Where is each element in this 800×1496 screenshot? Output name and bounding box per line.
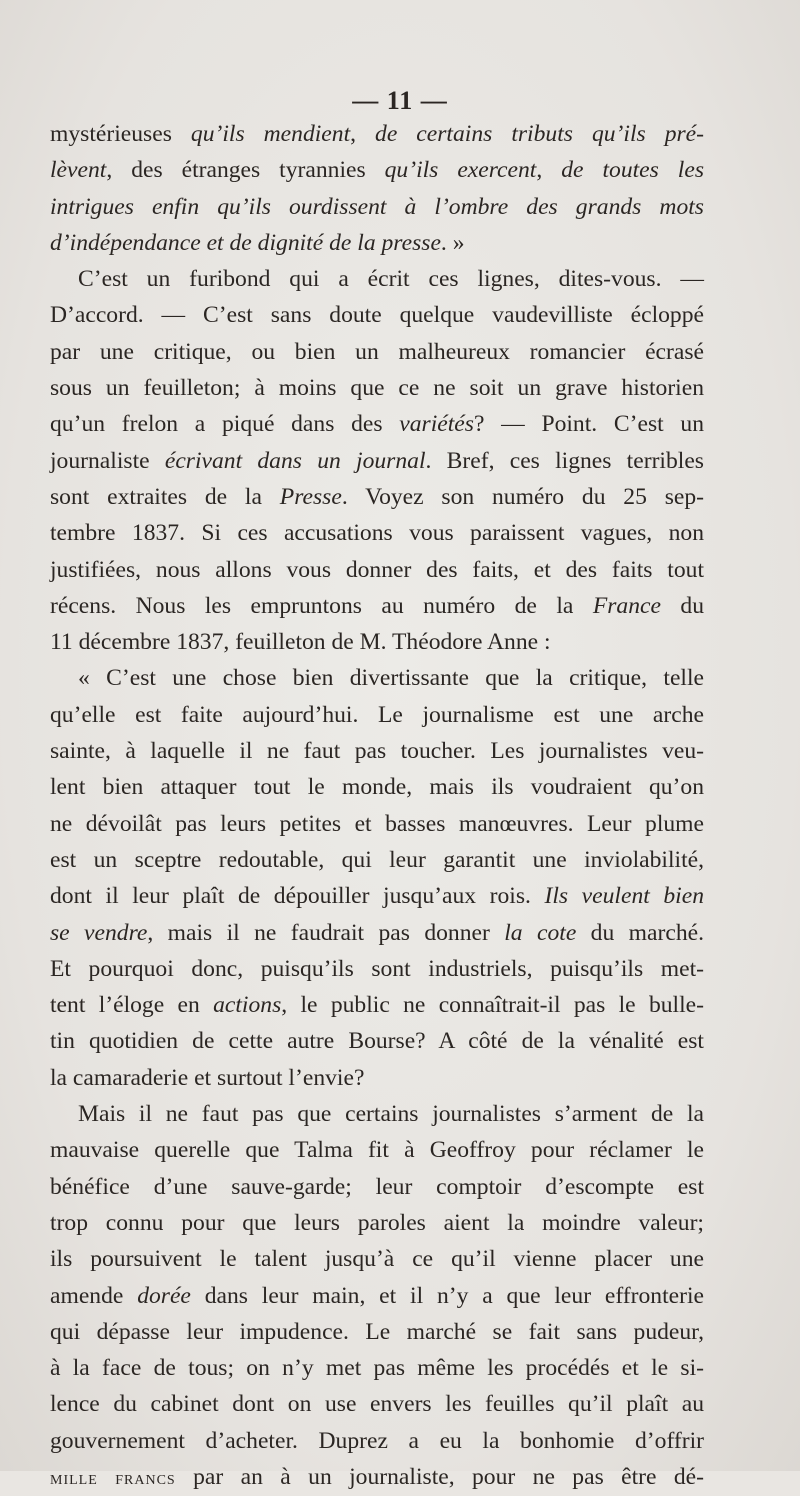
text-line: gouvernement d’acheter. Duprez a eu la bonhomie d’offrir: [50, 1427, 704, 1454]
text-line: à la face de tous; on n’y met pas même les procédés et le si-: [50, 1355, 704, 1382]
text-line: bénéfice d’une sauve-garde; leur comptoir d’escompte est: [50, 1173, 704, 1200]
text-line: récens. Nous les empruntons au numéro de la France du: [50, 592, 704, 619]
text-line: lent bien attaquer tout le monde, mais ils voudraient qu’on: [50, 774, 704, 801]
text-line: sous un feuilleton; à moins que ce ne soit un grave historien: [50, 375, 704, 402]
text-line: trop connu pour que leurs paroles aient la moindre valeur;: [50, 1209, 704, 1236]
text-line: qui dépasse leur impudence. Le marché se fait sans pudeur,: [50, 1318, 704, 1345]
text-line: tent l’éloge en actions, le public ne connaîtrait-il pas le bulle-: [50, 992, 704, 1019]
text-line: sainte, à laquelle il ne faut pas toucher. Les journalistes veu-: [50, 738, 704, 765]
text-line: justifiées, nous allons vous donner des faits, et des faits tout: [50, 556, 704, 583]
text-line: ils poursuivent le talent jusqu’à ce qu’il vienne placer une: [50, 1246, 704, 1273]
text-line: d’indépendance et de dignité de la presse. »: [50, 229, 465, 256]
text-line: lence du cabinet dont on use envers les feuilles qu’il plaît au: [50, 1391, 704, 1418]
text-line: 11 décembre 1837, feuilleton de M. Théodore Anne :: [50, 629, 551, 656]
text-line: mille francs par an à un journaliste, pour ne pas être dé-: [50, 1463, 705, 1490]
text-line: par une critique, ou bien un malheureux romancier écrasé: [50, 338, 704, 365]
text-line: C’est un furibond qui a écrit ces lignes, dites-vous. —: [78, 266, 704, 293]
text-line: qu’elle est faite aujourd’hui. Le journalisme est une arche: [50, 701, 704, 728]
text-line: ne dévoilât pas leurs petites et basses manœuvres. Leur plume: [50, 810, 704, 837]
text-line: Et pourquoi donc, puisqu’ils sont industriels, puisqu’ils met-: [50, 955, 704, 982]
text-line: « C’est une chose bien divertissante que la critique, telle: [78, 665, 704, 692]
page-number: — 11 —: [352, 86, 448, 115]
text-line: tembre 1837. Si ces accusations vous paraissent vagues, non: [50, 520, 704, 547]
text-line: D’accord. — C’est sans doute quelque vaudevilliste écloppé: [50, 302, 704, 329]
text-line: tin quotidien de cette autre Bourse? A côté de la vénalité est: [50, 1028, 704, 1055]
text-line: se vendre, mais il ne faudrait pas donner la cote du marché.: [50, 919, 704, 946]
text-line: lèvent, des étranges tyrannies qu’ils exercent, de toutes les: [50, 157, 704, 184]
text-line: mystérieuses qu’ils mendient, de certains tributs qu’ils pré-: [50, 121, 705, 147]
text-line: sont extraites de la Presse. Voyez son numéro du 25 sep-: [50, 483, 704, 510]
text-line: dont il leur plaît de dépouiller jusqu’aux rois. Ils veulent bien: [50, 883, 704, 910]
text-line: la camaraderie et surtout l’envie?: [50, 1064, 365, 1091]
text-line: intrigues enfin qu’ils ourdissent à l’ombre des grands mots: [50, 193, 704, 220]
text-line: Mais il ne faut pas que certains journalistes s’arment de la: [78, 1101, 704, 1128]
text-line: amende dorée dans leur main, et il n’y a que leur effronterie: [50, 1282, 704, 1309]
text-line: mauvaise querelle que Talma fit à Geoffroy pour réclamer le: [50, 1137, 704, 1164]
text-line: qu’un frelon a piqué dans des variétés? — Point. C’est un: [50, 411, 705, 438]
body-text: [50, 116, 704, 1495]
text-line: journaliste écrivant dans un journal. Bref, ces lignes terribles: [50, 447, 704, 474]
text-line: est un sceptre redoutable, qui leur garantit une inviolabilité,: [50, 846, 704, 873]
